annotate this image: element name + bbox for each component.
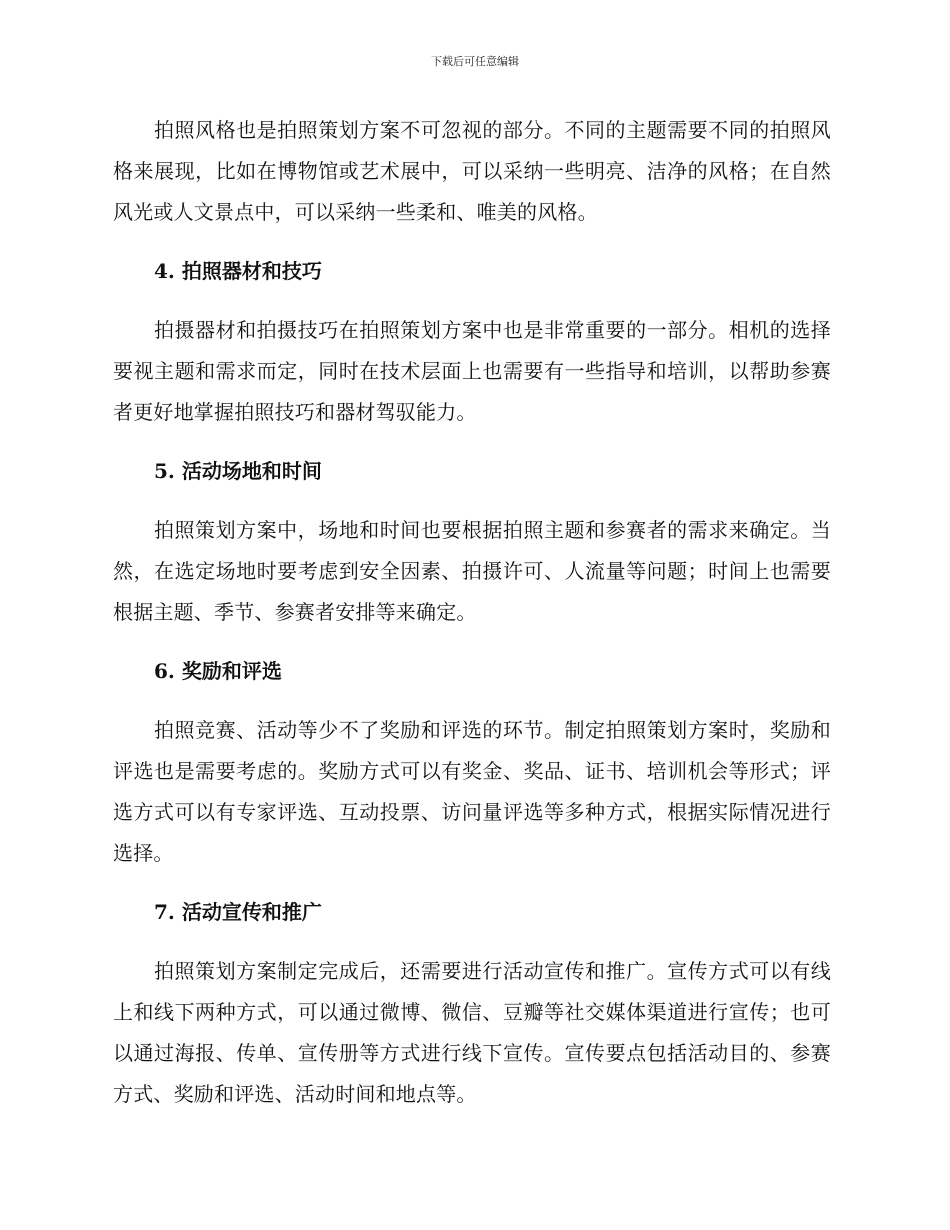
section-4-heading: 4. 拍照器材和技巧 [154, 259, 322, 283]
section-4-paragraph: 拍摄器材和拍摄技巧在拍照策划方案中也是非常重要的一部分。相机的选择要视主题和需求而定，同时在技术层面上也需要有一些指导和培训，以帮助参赛者更好地掌握拍照技巧和器材驾驭能力。 [113, 318, 831, 424]
header-note: 下载后可任意编辑 [431, 55, 519, 68]
section-5-paragraph: 拍照策划方案中，场地和时间也要根据拍照主题和参赛者的需求来确定。当然，在选定场地时要考虑到安全因素、拍摄许可、人流量等问题；时间上也需要根据主题、季节、参赛者安排等来确定。 [113, 518, 831, 624]
section-7-heading: 7. 活动宣传和推广 [154, 900, 322, 924]
document-body [113, 110, 831, 1133]
section-6-heading: 6. 奖励和评选 [154, 659, 282, 683]
section-7-paragraph: 拍照策划方案制定完成后，还需要进行活动宣传和推广。宣传方式可以有线上和线下两种方式，可以通过微博、微信、豆瓣等社交媒体渠道进行宣传；也可以通过海报、传单、宣传册等方式进行线下宣传。宣传要点包括活动目的、参赛方式、奖励和评选、活动时间和地点等。 [113, 959, 831, 1106]
section-5-heading: 5. 活动场地和时间 [154, 459, 322, 483]
section-6-paragraph: 拍照竞赛、活动等少不了奖励和评选的环节。制定拍照策划方案时，奖励和评选也是需要考虑的。奖励方式可以有奖金、奖品、证书、培训机会等形式；评选方式可以有专家评选、互动投票、访问量评选等多种方式，根据实际情况进行选择。 [113, 718, 831, 865]
intro-paragraph: 拍照风格也是拍照策划方案不可忽视的部分。不同的主题需要不同的拍照风格来展现，比如在博物馆或艺术展中，可以采纳一些明亮、洁净的风格；在自然风光或人文景点中，可以采纳一些柔和、唯美的风格。 [113, 118, 831, 224]
